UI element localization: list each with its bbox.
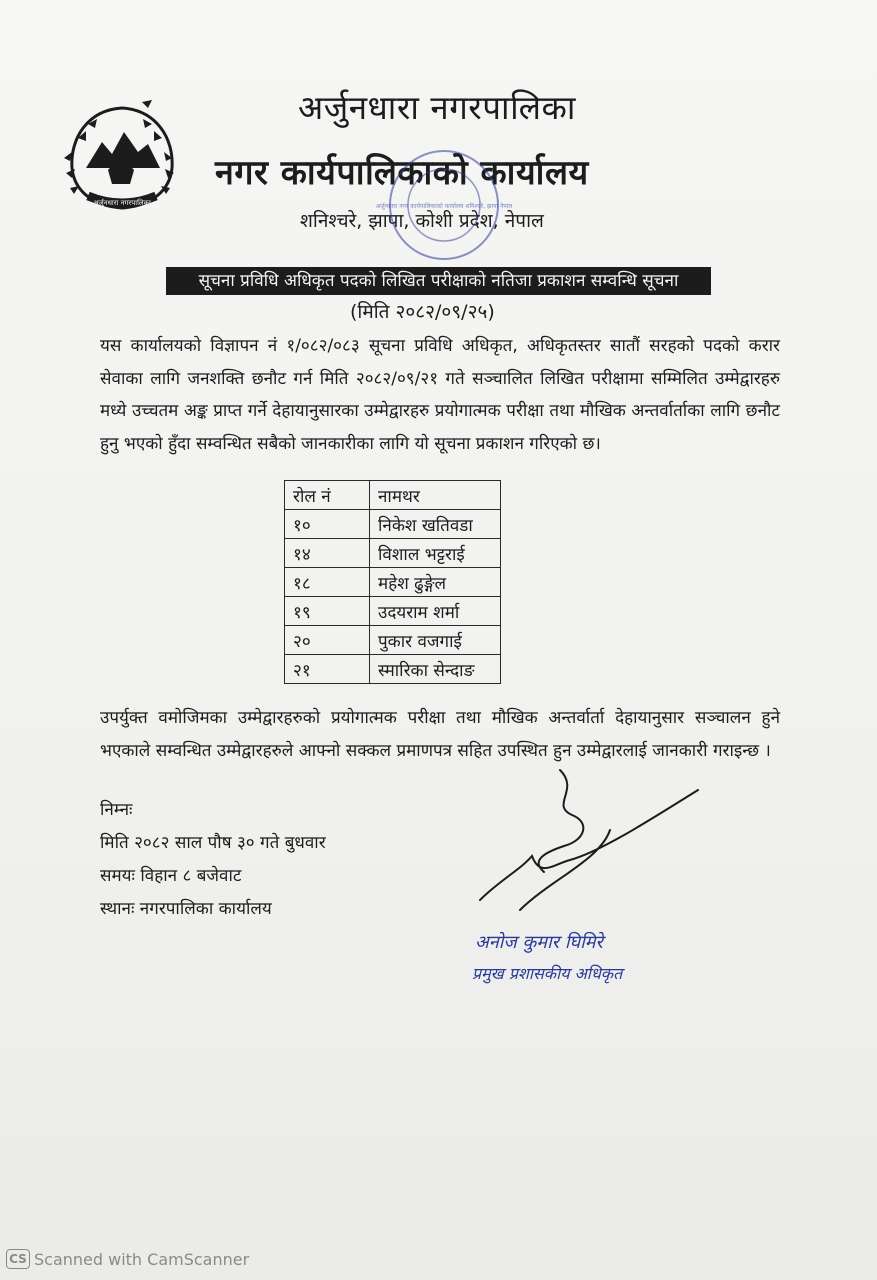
municipality-emblem-logo	[58, 98, 186, 216]
table-row	[285, 655, 501, 684]
schedule-block	[100, 794, 326, 926]
camscanner-logo-icon: CS	[6, 1249, 30, 1269]
header-roll-number: रोल नं	[285, 481, 370, 510]
candidate-name-cell: निकेश खतिवडा	[370, 510, 501, 539]
table-row	[285, 539, 501, 568]
seal-text: अर्जुनधारा नगर कार्यपालिकाको कार्यालय शनिश्चरे, झापा नेपाल	[375, 203, 513, 210]
table-row	[285, 510, 501, 539]
candidate-name-cell: पुकार वजगाई	[370, 626, 501, 655]
scanner-watermark	[6, 1249, 249, 1269]
candidate-name-cell: स्मारिका सेन्दाङ	[370, 655, 501, 684]
table-row	[285, 597, 501, 626]
scanner-text: Scanned with CamScanner	[34, 1249, 250, 1269]
roll-number-cell: १९	[285, 597, 370, 626]
table-header-row	[285, 481, 501, 510]
signatory-title: प्रमुख प्रशासकीय अधिकृत	[472, 964, 623, 983]
notice-heading: सूचना प्रविधि अधिकृत पदको लिखित परीक्षाको नतिजा प्रकाशन सम्वन्धि सूचना	[166, 267, 711, 295]
roll-number-cell: १८	[285, 568, 370, 597]
schedule-time: समयः विहान ८ बजेवाट	[100, 866, 242, 886]
schedule-date: मिति २०८२ साल पौष ३० गते बुधवार	[100, 833, 326, 853]
notice-date: (मिति २०८२/०९/२५)	[350, 301, 495, 323]
header-full-name: नामथर	[370, 481, 501, 510]
schedule-place: स्थानः नगरपालिका कार्यालय	[100, 899, 272, 919]
candidate-name-cell: विशाल भट्टराई	[370, 539, 501, 568]
roll-number-cell: १०	[285, 510, 370, 539]
results-table	[284, 480, 501, 684]
office-name: नगर कार्यपालिकाको कार्यालय	[215, 153, 589, 193]
candidate-name-cell: उदयराम शर्मा	[370, 597, 501, 626]
emblem-text: अर्जुनधारा नगरपालिका	[93, 199, 151, 207]
office-address: शनिश्चरे, झापा, कोशी प्रदेश, नेपाल	[300, 210, 544, 232]
schedule-label: निम्नः	[100, 800, 133, 820]
roll-number-cell: १४	[285, 539, 370, 568]
notice-body: यस कार्यालयको विज्ञापन नं १/०८२/०८३ सूचना प्रविधि अधिकृत, अधिकृतस्तर सातौं सरहको पदको करार सेवाका लागि जनशक्ति छनौट गर्न मिति २०८२/०९/२१ गते सञ्चालित लिखित परीक्षामा सम्मिलित उम्मेद्वारहरु मध्ये उच्चतम अङ्क प्राप्त गर्ने देहायानुसारका उम्मेद्वारहरु प्रयोगात्मक परीक्षा तथा मौखिक अन्तर्वार्ताका लागि छनौट हुनु भएको हुँदा सम्वन्धित सबैको जानकारीका लागि यो सूचना प्रकाशन गरिएको छ।	[100, 336, 780, 454]
candidate-name-cell: महेश ढुङ्गेल	[370, 568, 501, 597]
municipality-name: अर्जुनधारा नगरपालिका	[298, 88, 576, 127]
signatory-name: अनोज कुमार घिमिरे	[475, 932, 603, 953]
roll-number-cell: २०	[285, 626, 370, 655]
table-row	[285, 626, 501, 655]
roll-number-cell: २१	[285, 655, 370, 684]
table-row	[285, 568, 501, 597]
footer-paragraph: उपर्युक्त वमोजिमका उम्मेद्वारहरुको प्रयोगात्मक परीक्षा तथा मौखिक अन्तर्वार्ता देहायानुसार सञ्चालन हुने भएकाले सम्वन्धित उम्मेद्वारहरुले आफ्नो सक्कल प्रमाणपत्र सहित उपस्थित हुन उम्मेद्वारलाई जानकारी गराइन्छ ।	[100, 708, 780, 761]
